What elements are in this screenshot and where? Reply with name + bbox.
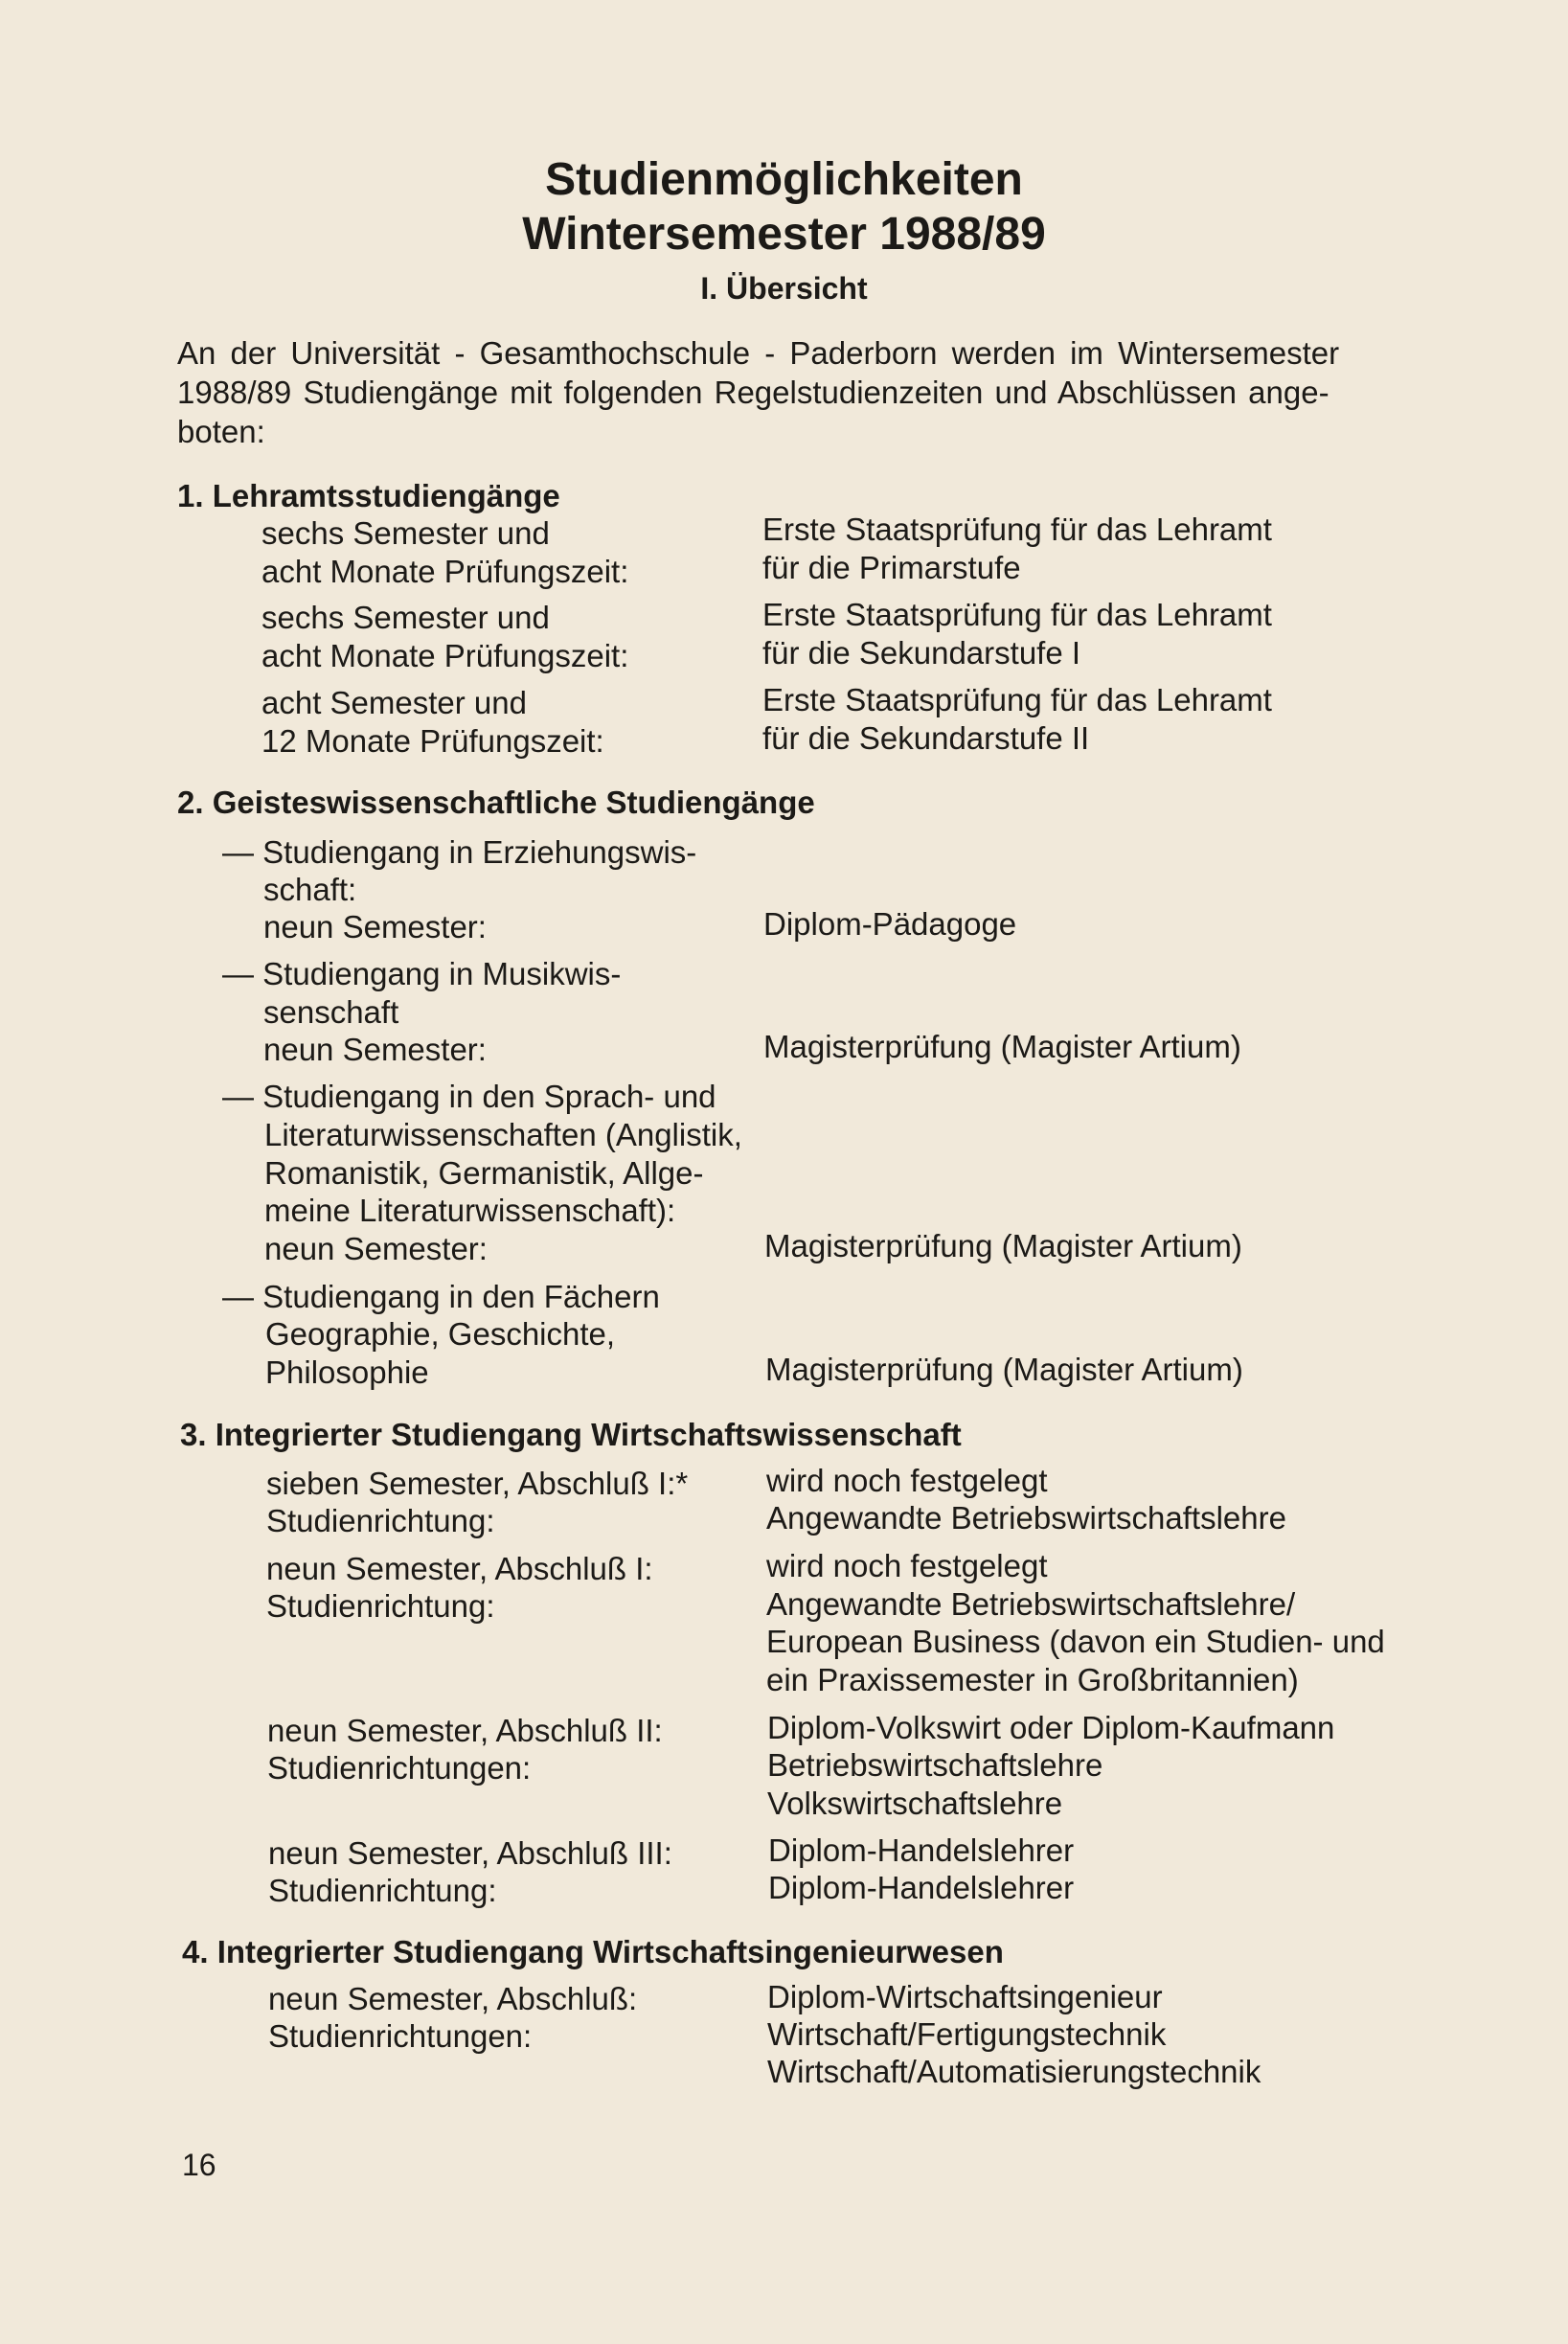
s3-left-1: sieben Semester, Abschluß I:* <box>266 1466 689 1501</box>
s4-right-3: Wirtschaft/Automatisierungstechnik <box>767 2054 1261 2089</box>
s2-d-degree: Magisterprüfung (Magister Artium) <box>765 1352 1243 1387</box>
s3-right-3: wird noch festgelegt <box>766 1548 1048 1583</box>
section-2-heading: 2. Geisteswissenschaftliche Studiengänge <box>177 785 815 820</box>
intro-line-1: An der Universität - Gesamthochschule - Paderborn werden im Wintersemester <box>177 335 1340 371</box>
s1-left-6: 12 Monate Prüfungszeit: <box>261 723 604 759</box>
s3-right-9: Volkswirtschaftslehre <box>767 1786 1063 1821</box>
s3-left-2: Studienrichtung: <box>266 1503 495 1538</box>
s4-left-2: Studienrichtungen: <box>268 2018 533 2054</box>
s1-right-5: Erste Staatsprüfung für das Lehramt <box>762 682 1272 717</box>
s3-left-4: Studienrichtung: <box>266 1588 495 1624</box>
s4-right-2: Wirtschaft/Fertigungstechnik <box>767 2016 1167 2052</box>
s1-right-1: Erste Staatsprüfung für das Lehramt <box>762 512 1272 547</box>
s3-left-10: neun Semester, Abschluß III: <box>268 1835 672 1871</box>
page-number: 16 <box>182 2148 216 2182</box>
s2-a-line-1: — Studiengang in Erziehungswis- <box>222 834 697 870</box>
s2-d-line-3: Philosophie <box>265 1354 429 1390</box>
s2-b-line-1: — Studiengang in Musikwis- <box>222 956 622 991</box>
s3-right-4: Angewandte Betriebswirtschaftslehre/ <box>766 1586 1296 1622</box>
title-line-2: Wintersemester 1988/89 <box>522 209 1046 260</box>
section-heading: I. Übersicht <box>700 271 868 306</box>
section-4-heading: 4. Integrierter Studiengang Wirtschaftsingenieurwesen <box>182 1934 1004 1969</box>
intro-line-2: 1988/89 Studiengänge mit folgenden Regelstudienzeiten und Abschlüssen ange- <box>177 375 1329 410</box>
s2-c-line-1: — Studiengang in den Sprach- und <box>222 1079 716 1114</box>
s1-right-3: Erste Staatsprüfung für das Lehramt <box>762 597 1272 632</box>
title-line-1: Studienmöglichkeiten <box>545 154 1023 205</box>
section-1-heading: 1. Lehramtsstudiengänge <box>177 478 560 513</box>
s1-left-1: sechs Semester und <box>261 515 550 551</box>
s4-left-1: neun Semester, Abschluß: <box>268 1981 638 2016</box>
s2-c-line-4: meine Literaturwissenschaft): <box>264 1193 676 1228</box>
s2-d-line-1: — Studiengang in den Fächern <box>222 1279 660 1314</box>
s3-right-5: European Business (davon ein Studien- und <box>766 1624 1385 1659</box>
s3-right-8: Betriebswirtschaftslehre <box>767 1747 1103 1783</box>
s1-left-4: acht Monate Prüfungszeit: <box>261 638 629 673</box>
s2-c-line-5: neun Semester: <box>264 1231 488 1266</box>
s3-right-11: Diplom-Handelslehrer <box>768 1870 1075 1905</box>
s1-left-2: acht Monate Prüfungszeit: <box>261 554 629 589</box>
s3-right-6: ein Praxissemester in Großbritannien) <box>766 1662 1299 1697</box>
s3-right-7: Diplom-Volkswirt oder Diplom-Kaufmann <box>767 1710 1335 1745</box>
s3-right-10: Diplom-Handelslehrer <box>768 1832 1075 1868</box>
s1-left-3: sechs Semester und <box>261 600 550 635</box>
s1-left-5: acht Semester und <box>261 685 527 720</box>
s4-right-1: Diplom-Wirtschaftsingenieur <box>767 1979 1163 2014</box>
s3-left-3: neun Semester, Abschluß I: <box>266 1551 653 1586</box>
s1-right-4: für die Sekundarstufe I <box>762 635 1081 671</box>
section-3-heading: 3. Integrierter Studiengang Wirtschaftswissenschaft <box>180 1417 962 1452</box>
s2-a-line-2: schaft: <box>263 872 357 907</box>
s2-b-line-3: neun Semester: <box>263 1032 487 1067</box>
s2-c-line-3: Romanistik, Germanistik, Allge- <box>264 1155 704 1191</box>
s3-left-11: Studienrichtung: <box>268 1873 497 1908</box>
s2-b-line-2: senschaft <box>263 994 399 1030</box>
s2-b-degree: Magisterprüfung (Magister Artium) <box>763 1029 1241 1064</box>
intro-line-3: boten: <box>177 414 265 449</box>
s3-left-8: Studienrichtungen: <box>267 1750 532 1786</box>
s3-left-7: neun Semester, Abschluß II: <box>267 1713 663 1748</box>
s1-right-6: für die Sekundarstufe II <box>762 720 1090 756</box>
s2-d-line-2: Geographie, Geschichte, <box>265 1316 616 1352</box>
s2-a-degree: Diplom-Pädagoge <box>763 906 1017 942</box>
s2-a-line-3: neun Semester: <box>263 909 487 944</box>
s3-right-2: Angewandte Betriebswirtschaftslehre <box>766 1500 1286 1536</box>
s3-right-1: wird noch festgelegt <box>766 1463 1048 1498</box>
s1-right-2: für die Primarstufe <box>762 550 1021 585</box>
s2-c-degree: Magisterprüfung (Magister Artium) <box>764 1228 1242 1263</box>
s2-c-line-2: Literaturwissenschaften (Anglistik, <box>264 1117 742 1152</box>
